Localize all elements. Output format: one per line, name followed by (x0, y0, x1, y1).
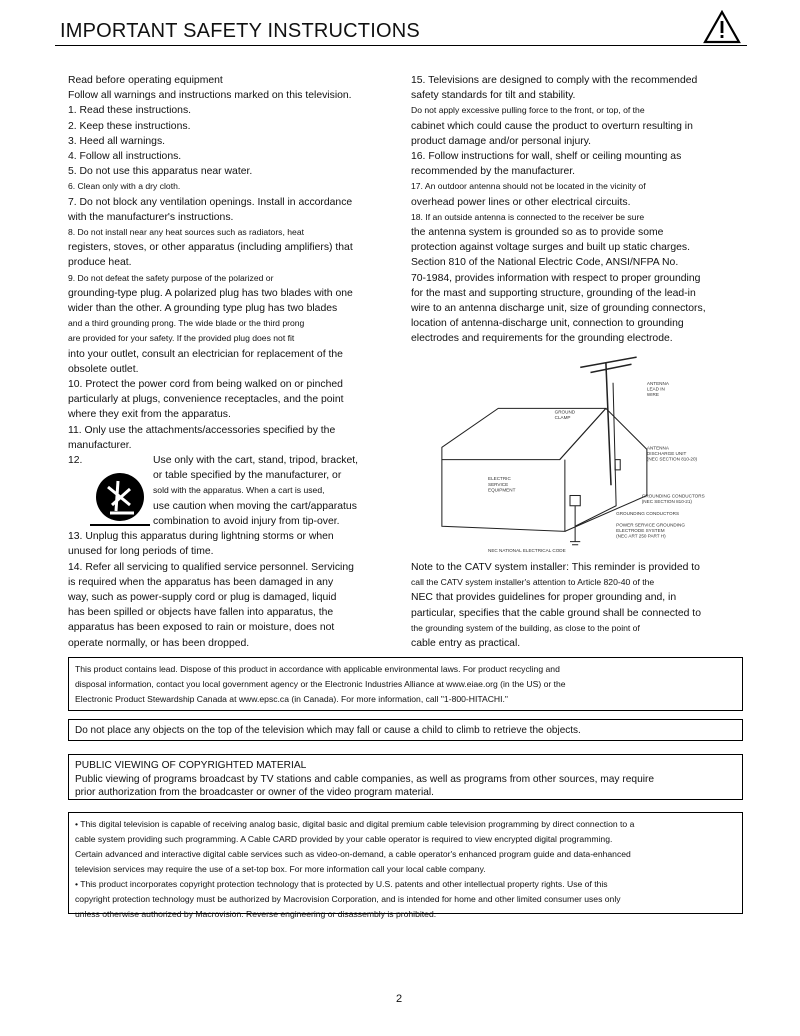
text-line: manufacturer. (68, 439, 132, 451)
text-line: 2. Keep these instructions. (68, 120, 191, 132)
text-line: particularly at plugs, convenience receptacles, and the point (68, 394, 344, 406)
diagram-label: GROUNDING CONDUCTORS (641, 493, 705, 499)
diagram-label: (NEC ART 250 PART H) (616, 533, 666, 539)
diagram-label: GROUND (554, 409, 576, 415)
text-line: Follow all warnings and instructions marked on this television. (68, 90, 352, 102)
text-line: recommended by the manufacturer. (411, 166, 576, 178)
text-line: This product contains lead. Dispose of this product in accordance with applicable environmental laws. For product recycling and (75, 664, 560, 674)
text-line: the grounding system of the building, as close to the point of (411, 622, 640, 633)
text-line: 5. Do not use this apparatus near water. (68, 166, 253, 178)
text-line: apparatus has been exposed to rain or moisture, does not (68, 622, 335, 634)
text-line: location of antenna-discharge unit, connection to grounding (411, 318, 684, 330)
diagram-label: ELECTRIC (488, 476, 511, 482)
text-line: 3. Heed all warnings. (68, 135, 166, 147)
page-title: IMPORTANT SAFETY INSTRUCTIONS (60, 20, 420, 42)
text-line: 13. Unplug this apparatus during lightning storms or when (68, 531, 334, 543)
diagram-label: (NEC SECTION 810-20) (646, 456, 698, 462)
text-line: operate normally, or has been dropped. (68, 637, 250, 649)
text-line: has been spilled or objects have fallen into apparatus, the (68, 607, 334, 619)
item-number: 12. (68, 455, 83, 467)
text-line: 14. Refer all servicing to qualified service personnel. Servicing (68, 561, 354, 573)
text-line: cable system providing such programming. A Cable CARD provided by your cable operator is required to view encrypted digital programming. (75, 834, 613, 844)
warning-triangle-icon (703, 10, 741, 44)
text-line: is required when the apparatus has been damaged in any (68, 576, 334, 588)
text-line: unused for long periods of time. (68, 546, 214, 558)
text-line: or table specified by the manufacturer, or (153, 470, 342, 482)
diagram-label: EQUIPMENT (488, 487, 516, 493)
text-line: 11. Only use the attachments/accessories specified by the (68, 424, 336, 436)
text-line: registers, stoves, or other apparatus (including amplifiers) that (68, 242, 353, 254)
text-line: with the manufacturer's instructions. (68, 211, 234, 223)
diagram-label: LEAD IN (646, 386, 665, 392)
digital-cable-notice (68, 812, 743, 919)
text-line: Use only with the cart, stand, tripod, bracket, (153, 455, 359, 467)
text-line: cable entry as practical. (411, 638, 521, 650)
text-line: 10. Protect the power cord from being walked on or pinched (68, 379, 343, 391)
objects-on-top-warning (68, 719, 743, 741)
text-line: wire to an antenna discharge unit, size of grounding connectors, (411, 303, 706, 315)
text-line: product damage and/or personal injury. (411, 135, 592, 147)
text-line: 8. Do not install near any heat sources such as radiators, heat (68, 227, 304, 238)
diagram-label: POWER SERVICE GROUNDING (616, 522, 685, 528)
text-line: Certain advanced and interactive digital cable services such as video-on-demand, a cable operator's enhanced program guide and data-enhanced (75, 849, 631, 859)
text-line: NEC that provides guidelines for proper grounding and, in (411, 592, 677, 604)
text-line: overhead power lines or other electrical circuits. (411, 196, 631, 208)
left-column (68, 73, 368, 651)
text-line: disposal information, contact you local government agency or the Electronic Industries Alliance at www.eiae.org (in the US) or the (75, 679, 566, 689)
text-line: and a third grounding prong. The wide blade or the third prong (68, 318, 305, 329)
text-line: safety standards for tilt and stability. (411, 90, 576, 102)
diagram-label: ELECTRODE SYSTEM (616, 527, 665, 533)
lead-disposal-notice (68, 657, 743, 711)
diagram-label: SERVICE (488, 481, 509, 487)
text-line: Do not apply excessive pulling force to the front, or top, of the (411, 105, 645, 116)
diagram-label: WIRE (646, 392, 659, 398)
diagram-label: GROUNDING CONDUCTORS (616, 510, 680, 516)
text-line: for the mast and supporting structure, grounding of the lead-in (411, 287, 696, 299)
text-line: 18. If an outside antenna is connected to the receiver be sure (411, 211, 645, 222)
antenna-grounding-diagram (425, 352, 715, 557)
item-12 (68, 453, 368, 529)
text-line: into your outlet, consult an electrician for replacement of the (68, 348, 343, 360)
text-line: electrodes and requirements for the grounding electrode. (411, 333, 673, 345)
text-line: combination to avoid injury from tip-over. (153, 515, 340, 527)
text-line: 1. Read these instructions. (68, 105, 192, 117)
text-line: Read before operating equipment (68, 75, 223, 86)
text-line: 7. Do not block any ventilation openings. Install in accordance (68, 196, 353, 208)
diagram-label: DISCHARGE UNIT (646, 451, 687, 457)
text-line: Note to the CATV system installer: This reminder is provided to (411, 562, 700, 573)
text-line: grounding-type plug. A polarized plug has two blades with one (68, 287, 353, 299)
text-line: • This product incorporates copyright protection technology that is protected by U.S. patents and other intellectual property rights. Use of this (75, 879, 608, 889)
diagram-label: NEC NATIONAL ELECTRICAL CODE (488, 547, 566, 553)
text-line: particular, specifies that the cable ground shall be connected to (411, 607, 701, 619)
text-line: call the CATV system installer's attention to Article 820-40 of the (411, 577, 655, 588)
text-line: unless otherwise authorized by Macrovision. Reverse engineering or disassembly is prohibited. (75, 909, 437, 919)
text-line: 15. Televisions are designed to comply with the recommended (411, 75, 698, 86)
text-line: • This digital television is capable of receiving analog basic, digital basic and digital premium cable television programming by direct connection to a (75, 819, 635, 829)
text-line: prior authorization from the broadcaster or owner of the video program material. (75, 787, 434, 798)
diagram-label: ANTENNA (646, 445, 669, 451)
text-line: wider than the other. A grounding type plug has two blades (68, 303, 338, 315)
text-line: the antenna system is grounded so as to provide some (411, 227, 664, 239)
text-line: produce heat. (68, 257, 132, 269)
text-line: cabinet which could cause the product to overturn resulting in (411, 120, 693, 132)
text-line: PUBLIC VIEWING OF COPYRIGHTED MATERIAL (75, 760, 307, 771)
copyright-notice (68, 754, 743, 800)
cart-tipover-warning-icon (90, 467, 150, 527)
text-line: 4. Follow all instructions. (68, 151, 182, 163)
right-column (411, 73, 711, 347)
diagram-label: CLAMP (554, 415, 571, 421)
text-line: Public viewing of programs broadcast by TV stations and cable companies, as well as programs from other sources, may require (75, 773, 655, 785)
catv-note (411, 560, 711, 651)
diagram-label: ANTENNA (646, 380, 669, 386)
text-line: are provided for your safety. If the provided plug does not fit (68, 333, 295, 344)
diagram-label: (NEC SECTION 810-21) (641, 499, 692, 505)
text-line: Section 810 of the National Electric Code, ANSI/NFPA No. (411, 257, 679, 269)
text-line: 17. An outdoor antenna should not be located in the vicinity of (411, 181, 646, 192)
page-number: 2 (396, 993, 403, 1005)
text-line: television services may require the use of a set-top box. For more information call your local cable company. (75, 864, 486, 874)
text-line: 6. Clean only with a dry cloth. (68, 181, 181, 192)
text-line: 70-1984, provides information with respect to proper grounding (411, 272, 701, 284)
notice-text: Do not place any objects on the top of the television which may fall or cause a child to climb to retrieve the objects. (75, 725, 581, 736)
text-line: sold with the apparatus. When a cart is used, (153, 485, 325, 496)
text-line: where they exit from the apparatus. (68, 409, 231, 421)
text-line: 9. Do not defeat the safety purpose of the polarized or (68, 272, 274, 283)
text-line: way, such as power-supply cord or plug is damaged, liquid (68, 591, 337, 603)
title-divider (55, 45, 747, 46)
text-line: 16. Follow instructions for wall, shelf or ceiling mounting as (411, 151, 682, 163)
text-line: use caution when moving the cart/apparatus (153, 500, 357, 512)
text-line: obsolete outlet. (68, 363, 139, 375)
text-line: protection against voltage surges and built up static charges. (411, 242, 690, 254)
text-line: Electronic Product Stewardship Canada at www.epsc.ca (in Canada). For more information, call "1-800-HITACHI." (75, 694, 508, 704)
text-line: copyright protection technology must be authorized by Macrovision Corporation, and is intended for home and other limited consumer uses only (75, 894, 621, 904)
